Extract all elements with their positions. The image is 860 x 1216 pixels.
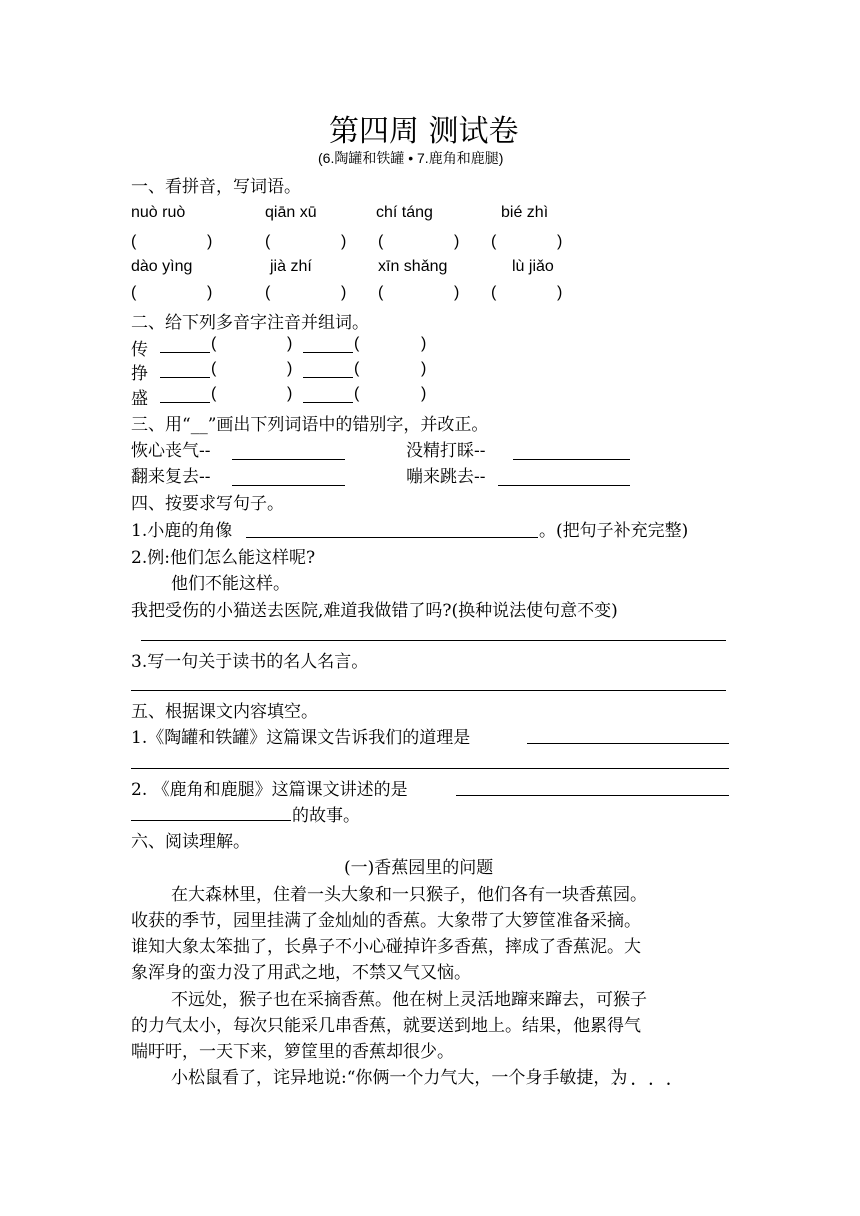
section-2-heading: 二、给下列多音字注音并组词。 <box>131 313 369 333</box>
answer-open-paren: ( <box>131 284 137 301</box>
question-text: 1.《陶罐和铁罐》这篇课文告诉我们的道理是 <box>131 728 471 748</box>
story-line: 谁知大象太笨拙了，长鼻子不小心碰掉许多香蕉，摔成了香蕉泥。大 <box>131 937 641 957</box>
error-word: 没精打睬-- <box>406 441 486 461</box>
emphasis-dots: •••• <box>613 1080 684 1089</box>
polyphone-char: 挣 <box>131 364 148 384</box>
question-text: 我把受伤的小猫送去医院,难道我做错了吗?(换种说法使句意不变) <box>131 601 618 621</box>
page-subtitle: (6.陶罐和铁罐 • 7.鹿角和鹿腿) <box>318 150 504 166</box>
section-6-heading: 六、阅读理解。 <box>131 832 250 852</box>
story-line: 小松鼠看了，诧异地说:“你俩一个力气大，一个身手敏捷，为 <box>171 1068 628 1088</box>
question-text: 的故事。 <box>292 806 360 826</box>
answer-open-paren: ( <box>211 360 217 377</box>
section-4-heading: 四、按要求写句子。 <box>131 494 284 514</box>
error-word: 嘣来跳去-- <box>406 467 486 487</box>
blank-line[interactable] <box>303 377 353 378</box>
polyphone-char: 传 <box>131 340 148 360</box>
answer-close-paren: ) <box>341 284 347 301</box>
blank-line[interactable] <box>303 352 353 353</box>
blank-line[interactable] <box>456 795 729 796</box>
answer-line[interactable] <box>131 768 729 769</box>
error-word: 恢心丧气-- <box>131 441 211 461</box>
section-5-heading: 五、根据课文内容填空。 <box>131 702 318 722</box>
pinyin-item: qiān xū <box>265 204 317 221</box>
story-line: 的力气太小，每次只能采几串香蕉，就要送到地上。结果，他累得气 <box>131 1016 641 1036</box>
pinyin-item: bié zhì <box>501 204 549 221</box>
story-line: 不远处，猴子也在采摘香蕉。他在树上灵活地蹿来蹿去，可猴子 <box>171 990 647 1010</box>
answer-open-paren: ( <box>491 233 497 250</box>
pinyin-item: chí táng <box>376 204 433 221</box>
question-text: 1.小鹿的角像 <box>131 521 233 541</box>
section-3-heading: 三、用“__”画出下列词语中的错别字，并改正。 <box>131 415 489 435</box>
answer-open-paren: ( <box>378 233 384 250</box>
question-text: 。(把句子补充完整) <box>539 521 689 541</box>
answer-close-paren: ) <box>421 335 427 352</box>
page-title: 第四周 测试卷 <box>329 114 519 149</box>
answer-open-paren: ( <box>354 360 360 377</box>
answer-close-paren: ) <box>287 335 293 352</box>
blank-line[interactable] <box>160 377 210 378</box>
answer-close-paren: ) <box>287 360 293 377</box>
answer-line[interactable] <box>131 690 726 691</box>
answer-open-paren: ( <box>354 335 360 352</box>
question-text: 2.例:他们怎么能这样呢? <box>131 548 316 568</box>
answer-close-paren: ) <box>421 385 427 402</box>
story-line: 收获的季节，园里挂满了金灿灿的香蕉。大象带了大箩筐准备采摘。 <box>131 911 641 931</box>
error-word: 翻来复去-- <box>131 467 211 487</box>
story-line: 喘吁吁，一天下来，箩筐里的香蕉却很少。 <box>131 1042 454 1062</box>
answer-close-paren: ) <box>207 284 213 301</box>
answer-close-paren: ) <box>421 360 427 377</box>
blank-line[interactable] <box>303 402 353 403</box>
pinyin-item: xīn shǎng <box>378 258 448 275</box>
pinyin-item: dào yìng <box>131 258 193 275</box>
answer-close-paren: ) <box>207 233 213 250</box>
answer-line[interactable] <box>141 640 726 641</box>
blank-line[interactable] <box>513 459 630 460</box>
story-line: 象浑身的蛮力没了用武之地，不禁又气又恼。 <box>131 963 471 983</box>
answer-close-paren: ) <box>341 233 347 250</box>
answer-open-paren: ( <box>131 233 137 250</box>
pinyin-item: nuò ruò <box>131 204 186 221</box>
answer-open-paren: ( <box>378 284 384 301</box>
story-title: (一)香蕉园里的问题 <box>344 858 494 878</box>
blank-line[interactable] <box>232 485 345 486</box>
answer-close-paren: ) <box>557 233 563 250</box>
section-1-heading: 一、看拼音，写词语。 <box>131 177 301 197</box>
answer-open-paren: ( <box>354 385 360 402</box>
answer-open-paren: ( <box>265 233 271 250</box>
question-text: 3.写一句关于读书的名人名言。 <box>131 652 369 672</box>
question-text: 2. 《鹿角和鹿腿》这篇课文讲述的是 <box>131 780 408 800</box>
answer-close-paren: ) <box>454 233 460 250</box>
blank-line[interactable] <box>246 537 538 538</box>
blank-line[interactable] <box>131 820 291 821</box>
blank-line[interactable] <box>160 352 210 353</box>
blank-line[interactable] <box>160 402 210 403</box>
blank-line[interactable] <box>498 485 630 486</box>
example-text: 他们不能这样。 <box>171 574 290 594</box>
answer-close-paren: ) <box>454 284 460 301</box>
answer-open-paren: ( <box>211 385 217 402</box>
answer-close-paren: ) <box>557 284 563 301</box>
pinyin-item: lù jiǎo <box>512 258 554 275</box>
answer-open-paren: ( <box>265 284 271 301</box>
story-line: 在大森林里，住着一头大象和一只猴子，他们各有一块香蕉园。 <box>171 885 647 905</box>
blank-line[interactable] <box>232 459 345 460</box>
blank-line[interactable] <box>527 743 729 744</box>
pinyin-item: jià zhí <box>270 258 312 275</box>
answer-open-paren: ( <box>211 335 217 352</box>
polyphone-char: 盛 <box>131 389 148 409</box>
answer-close-paren: ) <box>287 385 293 402</box>
answer-open-paren: ( <box>491 284 497 301</box>
